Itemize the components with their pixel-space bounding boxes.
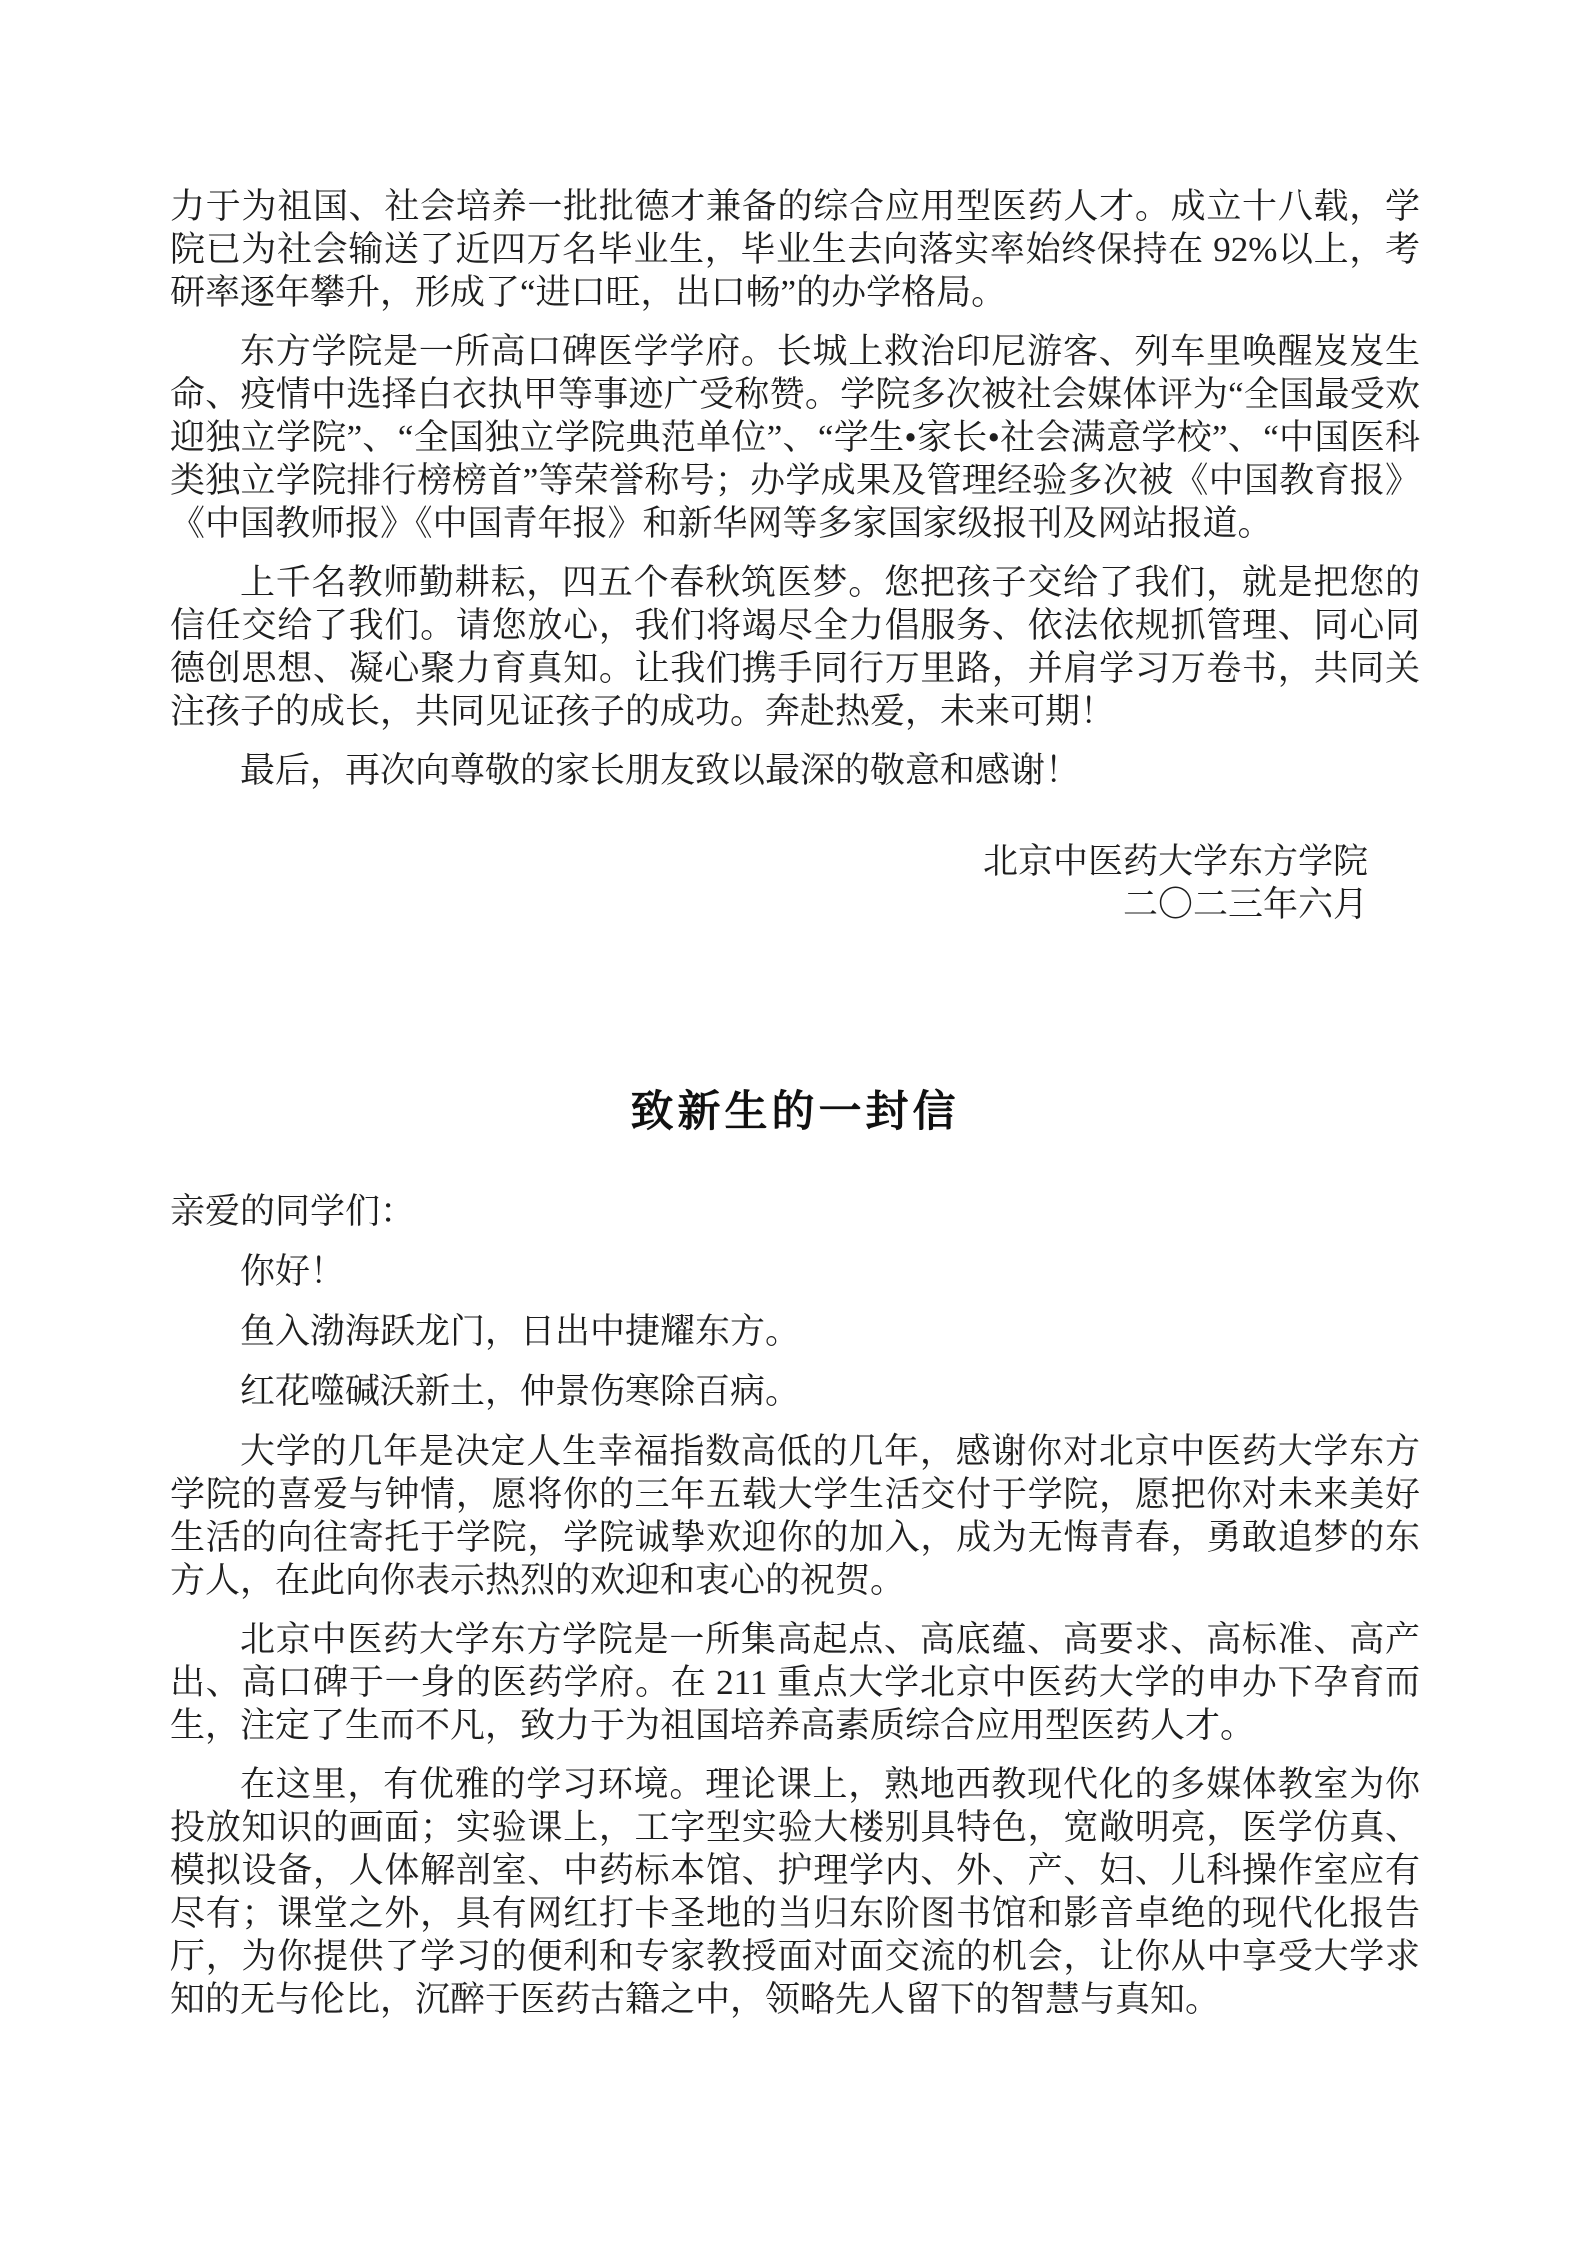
signature-date: 二〇二三年六月 xyxy=(1122,885,1368,924)
greeting-line: 你好！ xyxy=(240,1252,346,1291)
greeting-line: 鱼入渤海跃龙门，日出中捷耀东方。 xyxy=(240,1312,801,1351)
parents-letter-paragraph: 最后，再次向尊敬的家长朋友致以最深的敬意和感谢！ xyxy=(240,751,1081,790)
salutation: 亲爱的同学们： xyxy=(170,1192,416,1231)
signature-block xyxy=(170,840,1420,926)
students-letter-paragraph: 在这里，有优雅的学习环境。理论课上，熟地西教现代化的多媒体教室为你投放知识的画面；实验课上，工字型实验大楼别具特色，宽敞明亮，医学仿真、模拟设备，人体解剖室、中药标本馆、护理学内、外、产、妇、儿科操作室应有尽有；课堂之外，具有网红打卡圣地的当归东阶图书馆和影音卓绝的现代化报告厅，为你提供了学习的便利和专家教授面对面交流的机会，让你从中享受大学求知的无与伦比，沉醉于医药古籍之中，领略先人留下的智慧与真知。 xyxy=(170,1765,1420,2019)
parents-letter-paragraph: 力于为祖国、社会培养一批批德才兼备的综合应用型医药人才。成立十八载，学院已为社会输送了近四万名毕业生，毕业生去向落实率始终保持在 92%以上，考研率逐年攀升，形成了“进口旺，出口畅”的办学格局。 xyxy=(170,187,1420,312)
parents-letter-paragraph: 东方学院是一所高口碑医学学府。长城上救治印尼游客、列车里唤醒岌岌生命、疫情中选择白衣执甲等事迹广受称赞。学院多次被社会媒体评为“全国最受欢迎独立学院”、“全国独立学院典范单位”、“学生•家长•社会满意学校”、“中国医科类独立学院排行榜榜首”等荣誉称号；办学成果及管理经验多次被《中国教育报》《中国教师报》《中国青年报》和新华网等多家国家级报刊及网站报道。 xyxy=(170,332,1420,543)
letter-title: 致新生的一封信 xyxy=(630,1089,960,1136)
greeting-line: 红花噬碱沃新土，仲景伤寒除百病。 xyxy=(240,1372,801,1411)
students-letter-paragraph: 大学的几年是决定人生幸福指数高低的几年，感谢你对北京中医药大学东方学院的喜爱与钟情，愿将你的三年五载大学生活交付于学院，愿把你对未来美好生活的向往寄托于学院，学院诚挚欢迎你的加入，成为无悔青春，勇敢追梦的东方人，在此向你表示热烈的欢迎和衷心的祝贺。 xyxy=(170,1432,1420,1600)
parents-letter-paragraph: 上千名教师勤耕耘，四五个春秋筑医梦。您把孩子交给了我们，就是把您的信任交给了我们。请您放心，我们将竭尽全力倡服务、依法依规抓管理、同心同德创思想、凝心聚力育真知。让我们携手同行万里路，并肩学习万卷书，共同关注孩子的成长，共同见证孩子的成功。奔赴热爱，未来可期！ xyxy=(170,563,1420,731)
students-letter-paragraph: 北京中医药大学东方学院是一所集高起点、高底蕴、高要求、高标准、高产出、高口碑于一身的医药学府。在 211 重点大学北京中医药大学的申办下孕育而生，注定了生而不凡，致力于为祖国培养高素质综合应用型医药人才。 xyxy=(170,1620,1420,1745)
page-text-column xyxy=(170,185,1420,2037)
signature-name: 北京中医药大学东方学院 xyxy=(982,842,1368,881)
